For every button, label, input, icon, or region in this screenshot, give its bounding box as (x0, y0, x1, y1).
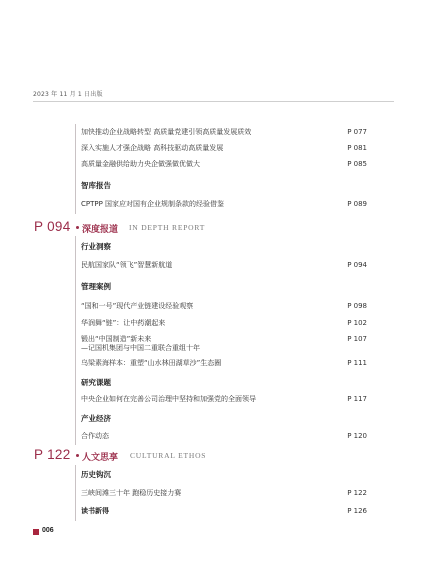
toc-entry[interactable] (81, 158, 367, 170)
toc-entry-title: 华润舞“链”：让中药潮起来 (81, 319, 166, 327)
toc-entry-page: P 117 (347, 395, 367, 403)
page-marker-icon (33, 529, 39, 535)
section-title-en: IN DEPTH REPORT (129, 223, 206, 232)
section-title-en: CULTURAL ETHOS (130, 451, 207, 460)
toc-entry-title: 乌梁素海样本：重塑“山水林田湖草沙”生态圈 (81, 359, 222, 367)
toc-entry-title: 中央企业如何在完善公司治理中坚持和加强党的全面领导 (81, 395, 256, 403)
toc-entry[interactable] (81, 317, 367, 329)
toc-entry-title: 深入实施人才强企战略 高科技驱动高质量发展 (81, 144, 224, 152)
section-title-cn: 深度报道 (82, 225, 119, 235)
subheading-research: 研究课题 (81, 378, 111, 387)
section-bullet-icon (76, 226, 79, 229)
section-page-number: P 122 (34, 447, 71, 462)
toc-entry-page: P 107 (347, 335, 367, 343)
toc-entry-page: P 122 (347, 489, 367, 497)
header-divider (33, 101, 394, 102)
toc-entry-title: CPTPP 国家应对国有企业规制条款的经验借鉴 (81, 200, 225, 208)
page-number-text: 006 (42, 527, 54, 534)
toc-entry-page: P 085 (347, 160, 367, 168)
toc-entry[interactable] (81, 357, 367, 369)
toc-entry[interactable] (81, 198, 367, 210)
toc-entry-subtitle: —记国机集团与中国二重联合重组十年 (81, 344, 200, 352)
section-bullet-icon (76, 454, 79, 457)
toc-entry-page: P 077 (347, 128, 367, 136)
toc-entry[interactable] (81, 333, 367, 355)
toc-entry[interactable] (81, 393, 367, 405)
toc-entry[interactable] (81, 505, 367, 517)
publication-date: 2023 年 11 月 1 日出版 (33, 91, 103, 98)
subheading-industry: 行业洞察 (81, 242, 111, 251)
subheading-history: 历史钩沉 (81, 470, 111, 479)
vertical-rule (75, 465, 76, 521)
toc-entry-title: “国和一号”现代产业链建设经验观察 (81, 302, 194, 310)
toc-entry-title: 高质量金融供给助力央企做强做优做大 (81, 160, 200, 168)
toc-entry-page: P 102 (347, 319, 367, 327)
toc-entry-title: 三峡间滩三十年 跑稳历史接力赛 (81, 489, 182, 497)
toc-entry-page: P 111 (347, 359, 367, 367)
toc-entry-title: 合作动态 (81, 432, 109, 440)
toc-entry-page: P 126 (347, 507, 367, 515)
toc-entry-title: 读书新得 (81, 506, 109, 515)
toc-entry[interactable] (81, 259, 367, 271)
toc-entry-title: 民航国家队“领飞”智慧新航道 (81, 261, 173, 269)
section-title-cn: 人文思享 (82, 453, 119, 463)
subheading-economy: 产业经济 (81, 414, 111, 423)
toc-entry-page: P 081 (347, 144, 367, 152)
toc-entry[interactable] (81, 126, 367, 138)
toc-entry-title: 锻出“中国制造”新未来 (81, 335, 152, 343)
toc-entry[interactable] (81, 487, 367, 499)
vertical-rule (75, 124, 76, 214)
subheading-management: 管理案例 (81, 282, 111, 291)
toc-entry-title: 加快推动企业战略转型 高质量党建引领高质量发展质效 (81, 128, 252, 136)
toc-entry-page: P 094 (347, 261, 367, 269)
toc-entry[interactable] (81, 430, 367, 442)
toc-entry-page: P 098 (347, 302, 367, 310)
toc-entry[interactable] (81, 142, 367, 154)
toc-entry-page: P 120 (347, 432, 367, 440)
toc-entry-page: P 089 (347, 200, 367, 208)
section-page-number: P 094 (34, 219, 71, 234)
toc-entry[interactable] (81, 300, 367, 312)
vertical-rule (75, 236, 76, 445)
subheading-think-tank: 智库报告 (81, 181, 111, 190)
